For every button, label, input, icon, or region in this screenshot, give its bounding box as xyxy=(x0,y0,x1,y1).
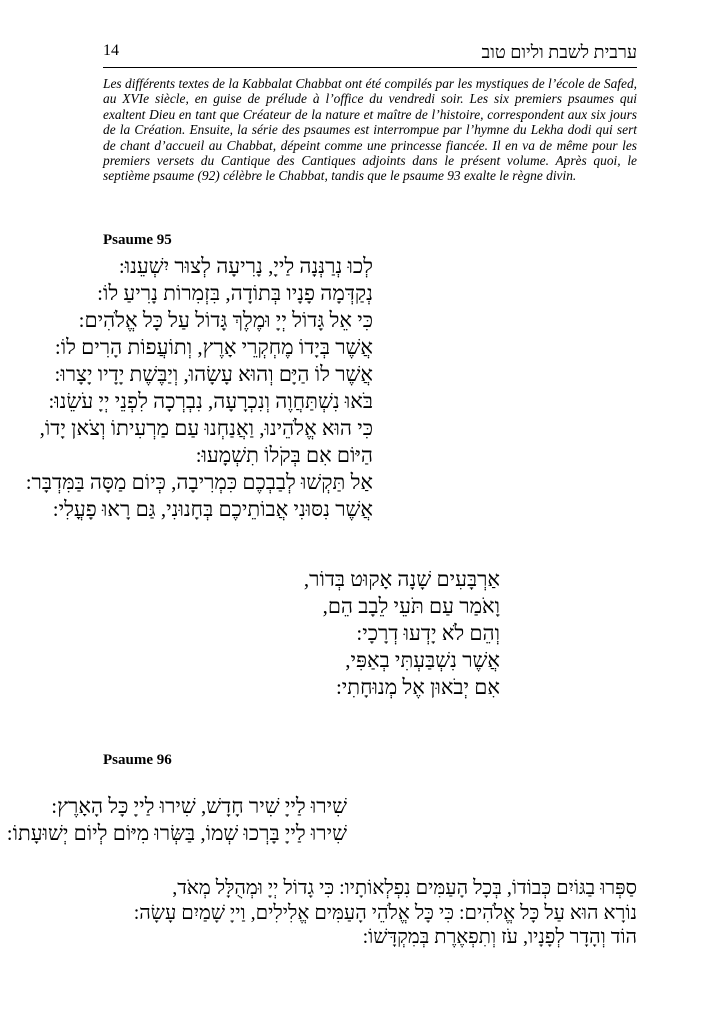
verse-line: סַפְּרוּ בַגּוֹיִם כְּבוֹדוֹ, בְּכָל הָעַמִּים נִפְלְאוֹתָיו: כִּי גָדוֹל יְיָ וּמְהֻלָּל מְאֹד, xyxy=(172,877,637,899)
psalm-95-stanza-2 xyxy=(103,566,500,701)
verse-line: הוֹד וְהָדָר לְפָנָיו, עֹז וְתִפְאֶרֶת בְּמִקְדָּשׁוֹ: xyxy=(362,926,637,948)
page-header xyxy=(103,42,637,66)
psalm-96-stanza-1 xyxy=(6,793,347,847)
verse-line: נוֹרָא הוּא עַל כָּל אֱלֹהִים: כִּי כָּל אֱלֹהֵי הָעַמִּים אֱלִילִים, וַייָ שָׁמַיִם עָשָׂה: xyxy=(133,901,637,924)
verse-line: אֲשֶׁר לוֹ הַיָּם וְהוּא עָשָׂהוּ, וְיַבֶּשֶׁת יָדָיו יָצָרוּ: xyxy=(54,362,373,386)
psalm-95-stanza-1 xyxy=(25,253,373,523)
verse-line: אַרְבָּעִים שָׁנָה אָקוּט בְּדוֹר, xyxy=(303,567,500,591)
verse-line: הַיּוֹם אִם בְּקֹלוֹ תִשְׁמָעוּ: xyxy=(195,443,373,467)
verse-line: אַל תַּקְשׁוּ לְבַבְכֶם כִּמְרִיבָה, כְּיוֹם מַסָּה בַּמִּדְבָּר: xyxy=(25,470,373,494)
verse-line: שִׁירוּ לַייָ שִׁיר חָדָשׁ, שִׁירוּ לַייָ כָּל הָאָרֶץ: xyxy=(51,794,347,818)
verse-line: אֲשֶׁר נִשְׁבַּעְתִּי בְאַפִּי, xyxy=(345,648,500,672)
verse-line: וְהֵם לֹא יָדְעוּ דְרָכָי: xyxy=(356,621,500,645)
psalm-95-title: Psaume 95 xyxy=(103,232,172,248)
verse-line: שִׁירוּ לַייָ בָּרְכוּ שְׁמוֹ, בַּשְּׂרוּ מִיּוֹם לְיוֹם יְשׁוּעָתוֹ: xyxy=(6,821,347,845)
header-rule xyxy=(103,67,637,68)
running-title: ערבית לשבת וליום טוב xyxy=(481,42,637,62)
verse-line: כִּי אֵל גָּדוֹל יְיָ וּמֶלֶךְ גָּדוֹל עַל כָּל אֱלֹהִים: xyxy=(78,308,373,332)
verse-line: וָאֹמַר עַם תֹּעֵי לֵבָב הֵם, xyxy=(322,594,500,618)
verse-line: אִם יְבֹאוּן אֶל מְנוּחָתִי: xyxy=(335,675,500,699)
page-number: 14 xyxy=(103,42,119,59)
verse-line: כִּי הוּא אֱלֹהֵינוּ, וַאֲנַחְנוּ עַם מַרְעִיתוֹ וְצֹאן יָדוֹ, xyxy=(39,416,373,440)
verse-line: בֹּאוּ נִשְׁתַּחֲוֶה וְנִכְרָעָה, נִבְרְכָה לִפְנֵי יְיָ עֹשֵׂנוּ: xyxy=(48,389,373,413)
verse-line: לְכוּ נְרַנְּנָה לַייָ, נָרִיעָה לְצוּר יִשְׁעֵנוּ: xyxy=(118,254,373,278)
psalm-96-stanza-2 xyxy=(103,876,637,950)
psalm-96-title: Psaume 96 xyxy=(103,752,172,768)
verse-line: נְקַדְּמָה פָנָיו בְּתוֹדָה, בִּזְמִרוֹת נָרִיעַ לוֹ: xyxy=(97,281,373,305)
verse-line: אֲשֶׁר נִסּוּנִי אֲבוֹתֵיכֶם בְּחָנוּנִי, גַּם רָאוּ פָעֳלִי: xyxy=(52,497,373,521)
intro-paragraph: Les différents textes de la Kabbalat Chabbat ont été compilés par les mystiques de l’école de Safed, au XVIe siècle, en guise de prélude à l’office du vendredi soir. Les six premiers psaumes qui exaltent Dieu en tant que Créateur de la nature et maître de l’histoire, correspondent aux six jours de la Création. Ensuite, la série des psaumes est interrompue par l’hymne du Lekha dodi qui sert de chant d’accueil au Chabbat, dépeint comme une princesse fiancée. Il en va de même pour les premiers versets du Cantique des Cantiques adjoints dans le présent volume. Après quoi, le septième psaume (92) célèbre le Chabbat, tandis que le psaume 93 exalte le règne divin. xyxy=(103,76,637,184)
verse-line: אֲשֶׁר בְּיָדוֹ מֶחְקְרֵי אָרֶץ, וְתוֹעֲפוֹת הָרִים לוֹ: xyxy=(54,335,373,359)
